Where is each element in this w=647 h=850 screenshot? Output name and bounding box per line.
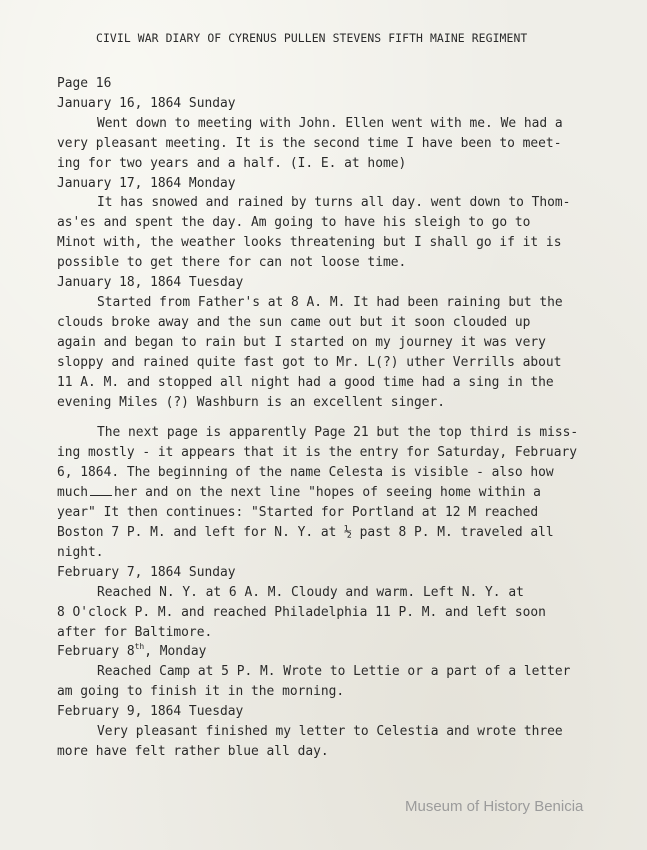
entry-date-text: February 8 (57, 644, 135, 659)
entry-line: as'es and spent the day. Am going to have his sleigh to go to (57, 215, 531, 230)
entry-line: more have felt rather blue all day. (57, 744, 329, 759)
entry-date: January 16, 1864 Sunday (57, 96, 236, 111)
page-label: Page 16 (57, 76, 112, 91)
entry-line: Very pleasant finished my letter to Celestia and wrote three (97, 724, 563, 739)
entry-line: evening Miles (?) Washburn is an excellent singer. (57, 395, 446, 410)
entry-line: 11 A. M. and stopped all night had a good time had a sing in the (57, 375, 554, 390)
note-line: ing mostly - it appears that it is the entry for Saturday, February (57, 445, 577, 460)
entry-line: ing for two years and a half. (I. E. at home) (57, 156, 407, 171)
entry-date: January 17, 1864 Monday (57, 176, 236, 191)
entry-line: sloppy and rained quite fast got to Mr. L(?) uther Verrills about (57, 355, 562, 370)
note-line: year" It then continues: "Started for Portland at 12 M reached (57, 505, 539, 520)
entry-date-text: , Monday (144, 644, 207, 659)
entry-line: clouds broke away and the sun came out but it soon clouded up (57, 315, 531, 330)
entry-line: possible to get there for can not loose time. (57, 255, 407, 270)
note-text: her and on the next line "hopes of seeing home within a (114, 485, 541, 500)
entry-line: Reached Camp at 5 P. M. Wrote to Lettie or a part of a letter (97, 664, 571, 679)
entry-date: January 18, 1864 Tuesday (57, 275, 244, 290)
blank-underline (90, 495, 112, 496)
entry-date: February 7, 1864 Sunday (57, 565, 236, 580)
note-line (57, 487, 541, 500)
note-line: The next page is apparently Page 21 but the top third is miss- (97, 425, 579, 440)
entry-line: Went down to meeting with John. Ellen went with me. We had a (97, 116, 563, 131)
entry-line: Reached N. Y. at 6 A. M. Cloudy and warm. Left N. Y. at (97, 585, 524, 600)
note-line: Boston 7 P. M. and left for N. Y. at ½ past 8 P. M. traveled all (57, 525, 554, 540)
entry-line: 8 O'clock P. M. and reached Philadelphia 11 P. M. and left soon (57, 605, 546, 620)
note-line: night. (57, 545, 104, 560)
entry-line: after for Baltimore. (57, 625, 213, 640)
watermark-text: Museum of History Benicia (405, 798, 584, 815)
entry-line: very pleasant meeting. It is the second time I have been to meet- (57, 136, 562, 151)
entry-date: February 9, 1864 Tuesday (57, 704, 244, 719)
document-title: CIVIL WAR DIARY OF CYRENUS PULLEN STEVENS FIFTH MAINE REGIMENT (96, 31, 528, 45)
ordinal-suffix: th (134, 642, 145, 651)
entry-line: again and began to rain but I started on my journey it was very (57, 335, 546, 350)
entry-line: am going to finish it in the morning. (57, 684, 345, 699)
note-line: 6, 1864. The beginning of the name Celesta is visible - also how (57, 465, 554, 480)
note-text: much (57, 485, 89, 500)
entry-line: Minot with, the weather looks threatening but I shall go if it is (57, 235, 562, 250)
entry-date (57, 642, 207, 659)
entry-line: Started from Father's at 8 A. M. It had been raining but the (97, 295, 563, 310)
entry-line: It has snowed and rained by turns all day. went down to Thom- (97, 195, 571, 210)
